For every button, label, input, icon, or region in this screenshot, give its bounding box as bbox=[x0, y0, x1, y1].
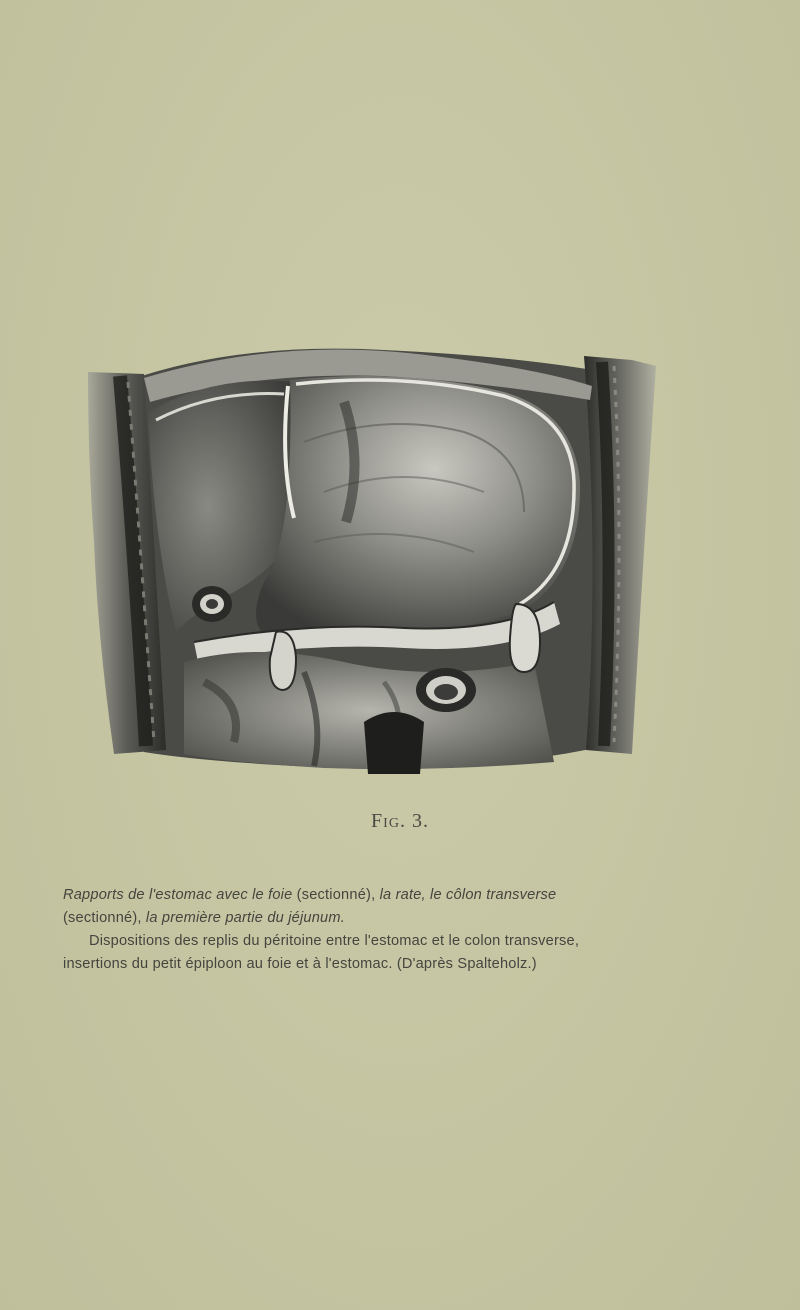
figure-label: Fig. 3. bbox=[371, 810, 429, 832]
caption-line-2 bbox=[63, 907, 723, 930]
caption-organs-italic: la rate, le côlon transverse bbox=[379, 887, 557, 903]
figure-caption bbox=[63, 884, 723, 976]
caption-sectionne: (sectionné), bbox=[292, 887, 380, 903]
caption-line-4: insertions du petit épiploon au foie et à l'estomac. (D'après Spalteholz.) bbox=[63, 956, 537, 972]
caption-sectionne-2: (sectionné), bbox=[63, 910, 146, 926]
caption-line-3: Dispositions des replis du péritoine entre l'estomac et le colon transverse, bbox=[89, 933, 580, 949]
caption-jejunum-italic: la première partie du jéjunum. bbox=[145, 910, 345, 926]
caption-title-italic: Rapports de l'estomac avec le foie bbox=[63, 887, 293, 903]
anatomical-plate bbox=[84, 342, 664, 774]
anatomical-section-illustration bbox=[84, 342, 664, 774]
caption-line-1 bbox=[63, 884, 723, 907]
